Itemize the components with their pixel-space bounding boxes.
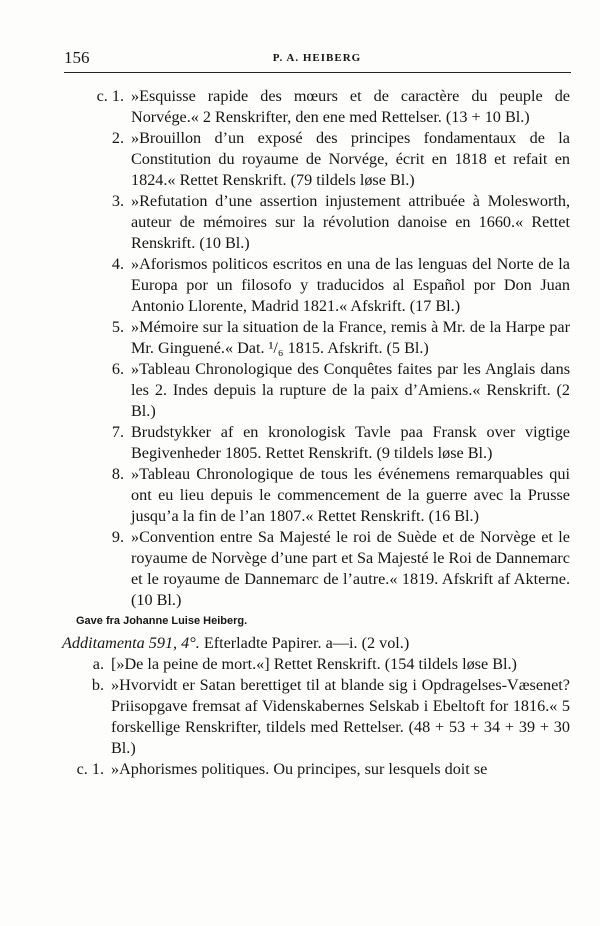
item-text: »Tableau Chronologique de tous les événemens remarquables qui ont eu lieu depuis le commencement de la guerre avec la Prusse jusqu’a la fin de l’an 1807.« Rettet Renskrift. (16 Bl.) (131, 465, 570, 525)
item-number: 4. (111, 255, 124, 273)
item-text: »Hvorvidt er Satan berettiget til at blande sig i Opdragelses-Væsenet? Priisopgave fremsat af Videnskabernes Selskab i Ebeltoft for 1816.« 5 forskellige Renskrifter, tildels med Rettelser. (48 + 53 + 34 + 39 + 30 Bl.) (111, 676, 570, 757)
item-text: »Aphorismes politiques. Ou principes, sur lesquels doit se (111, 760, 488, 778)
item-number: 7. (111, 423, 124, 441)
item-text: »Tableau Chronologique des Conquêtes faites par les Anglais dans les 2. Indes depuis la rupture de la paix d’Amiens.« Renskrift. (2 Bl.) (131, 360, 570, 420)
header-rule (64, 72, 571, 73)
item-number: 3. (111, 192, 124, 210)
item-letter: c. 1. (76, 760, 104, 778)
list-item (70, 359, 570, 422)
list-item (70, 254, 570, 317)
gift-note: Gave fra Johanne Luise Heiberg. (76, 615, 248, 627)
item-number: 2. (111, 129, 124, 147)
additamenta-label: Additamenta 591, 4°. (62, 634, 200, 652)
running-head: P. A. HEIBERG (272, 52, 362, 64)
list-item (70, 464, 570, 527)
item-text: »Esquisse rapide des mœurs et de caractère du peuple de Norvége.« 2 Renskrifter, den ene med Rettelser. (13 + 10 Bl.) (131, 87, 570, 126)
item-text: »Brouillon d’un exposé des principes fondamentaux de la Constitution du royaume de Norvége, écrit en 1818 et refait en 1824.« Rettet Renskrift. (79 tildels løse Bl.) (131, 129, 570, 189)
list-item (70, 654, 570, 675)
date-fraction: ¹/₆ (268, 339, 284, 357)
item-text: »Refutation d’une assertion injustement attribuée à Molesworth, auteur de mémoires sur la révolution danoise en 1660.« Rettet Renskrift. (10 Bl.) (131, 192, 570, 252)
list-item (70, 422, 570, 464)
list-item (70, 128, 570, 191)
additamenta-text: Efterladte Papirer. a—i. (2 vol.) (203, 634, 410, 652)
item-number: c. 1. (96, 87, 124, 105)
list-item (70, 527, 570, 611)
list-item (70, 759, 570, 780)
item-number: 8. (111, 465, 124, 483)
list-item (70, 86, 570, 128)
item-letter: a. (92, 655, 104, 673)
item-text: [»De la peine de mort.«] Rettet Renskrift. (154 tildels løse Bl.) (111, 655, 517, 673)
item-number: 5. (111, 318, 124, 336)
page-number: 156 (64, 48, 90, 67)
item-text: Brudstykker af en kronologisk Tavle paa Fransk over vigtige Begivenheder 1805. Rettet Renskrift. (9 tildels løse Bl.) (131, 423, 570, 462)
item-text: »Aforismos politicos escritos en una de las lenguas del Norte de la Europa por un filosofo y traducidos al Español por Don Juan Antonio Llorente, Madrid 1821.« Afskrift. (17 Bl.) (131, 255, 570, 315)
list-item (70, 317, 570, 359)
item-text-end: 1815. Afskrift. (5 Bl.) (287, 339, 429, 357)
list-item (70, 191, 570, 254)
item-letter: b. (91, 676, 104, 694)
item-number: 9. (111, 528, 124, 546)
additamenta-heading (62, 633, 570, 654)
item-number: 6. (111, 360, 124, 378)
list-item (70, 675, 570, 759)
item-text: »Mémoire sur la situation de la France, remis à Mr. de la Harpe par Mr. Ginguené.« Dat. (131, 318, 570, 357)
page-body (62, 86, 570, 780)
page-header (64, 46, 570, 70)
item-text: »Convention entre Sa Majesté le roi de Suède et de Norvège et le royaume de Norvège d’une part et Sa Majesté le Roi de Dannemarc et le royaume de Dannemarc de l’autre.« 1819. Afskrift af Akterne. (10 Bl.) (131, 528, 570, 609)
